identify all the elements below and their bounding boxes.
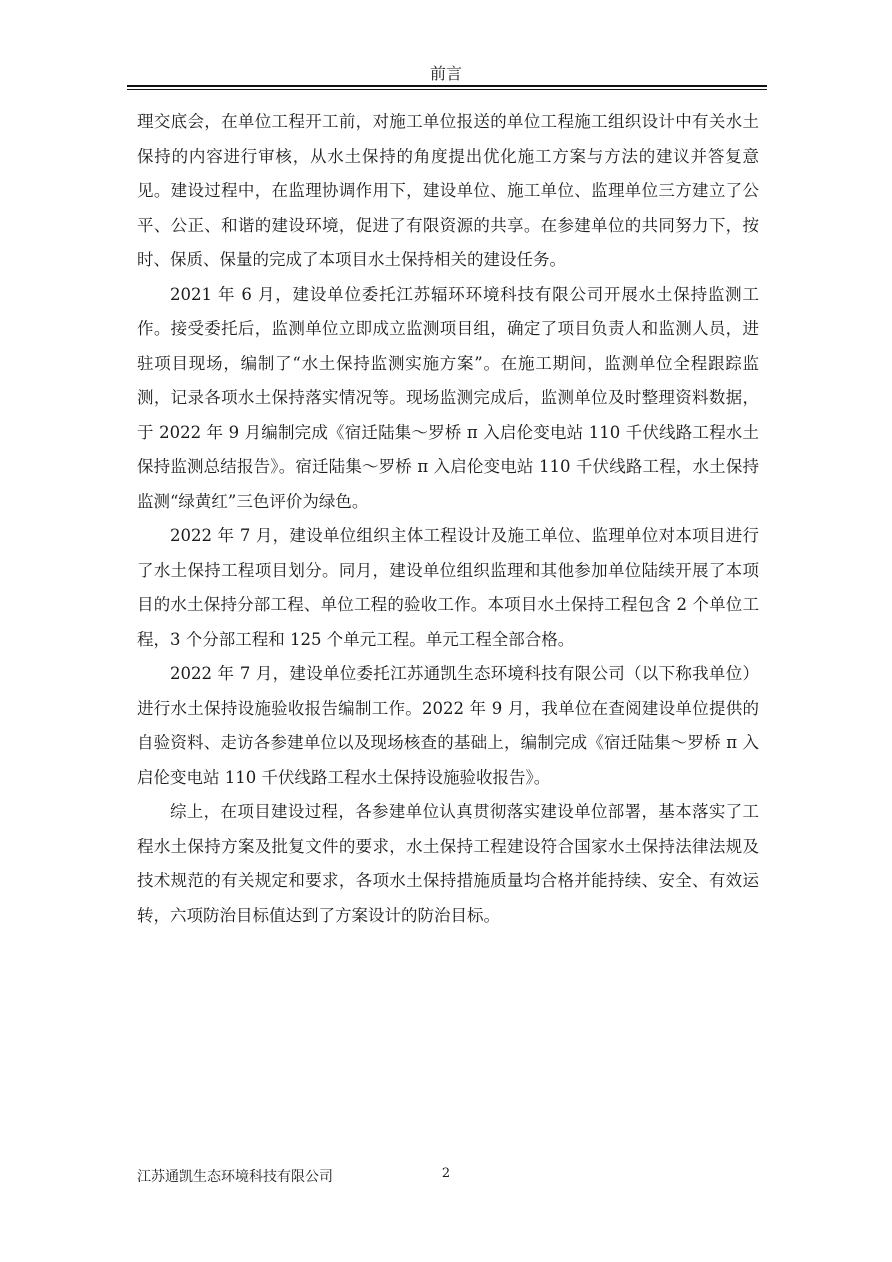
footer-page-number: 2: [441, 1166, 451, 1181]
footer-company-name: 江苏通凯生态环境科技有限公司: [137, 1169, 333, 1185]
paragraph-project-division: 2022 年 7 月，建设单位组织主体工程设计及施工单位、监理单位对本项目进行了水土保持工程项目划分。同月，建设单位组织监理和其他参加单位陆续开展了本项目的水土保持分部工程、单位工程的验收工作。本项目水土保持工程包含 2 个单位工程，3 个分部工程和 125 个单元工程。单元工程全部合格。: [137, 526, 759, 649]
paragraph-conclusion: 综上，在项目建设过程，各参建单位认真贯彻落实建设单位部署，基本落实了工程水土保持方案及批复文件的要求，水土保持工程建设符合国家水土保持法律法规及技术规范的有关规定和要求，各项水土保持措施质量均合格并能持续、安全、有效运转，六项防治目标值达到了方案设计的防治目标。: [137, 802, 759, 925]
header-rule-thick: [127, 85, 767, 87]
header-rule-thin: [127, 89, 767, 90]
paragraph-report-preparation: 2022 年 7 月，建设单位委托江苏通凯生态环境科技有限公司（以下称我单位）进行水土保持设施验收报告编制工作。2022 年 9 月，我单位在查阅建设单位提供的自验资料、走访各参建单位以及现场核查的基础上，编制完成《宿迁陆集～罗桥 π 入启伦变电站 110 千伏线路工程水土保持设施验收报告》。: [137, 664, 759, 787]
paragraph-monitoring: 2021 年 6 月，建设单位委托江苏辐环环境科技有限公司开展水土保持监测工作。接受委托后，监测单位立即成立监测项目组，确定了项目负责人和监测人员，进驻项目现场，编制了“水土保持监测实施方案”。在施工期间，监测单位全程跟踪监测，记录各项水土保持落实情况等。现场监测完成后，监测单位及时整理资料数据，于 2022 年 9 月编制完成《宿迁陆集～罗桥 π 入启伦变电站 110 千伏线路工程水土保持监测总结报告》。宿迁陆集～罗桥 π 入启伦变电站 110 千伏线路工程，水土保持监测“绿黄红”三色评价为绿色。: [137, 284, 759, 511]
page-header-title: 前言: [429, 64, 462, 83]
paragraph-continued: 理交底会，在单位工程开工前，对施工单位报送的单位工程施工组织设计中有关水土保持的内容进行审核，从水土保持的角度提出优化施工方案与方法的建议并答复意见。建设过程中，在监理协调作用下，建设单位、施工单位、监理单位三方建立了公平、公正、和谐的建设环境，促进了有限资源的共享。在参建单位的共同努力下，按时、保质、保量的完成了本项目水土保持相关的建设任务。: [137, 112, 759, 269]
body-text: [137, 105, 759, 933]
